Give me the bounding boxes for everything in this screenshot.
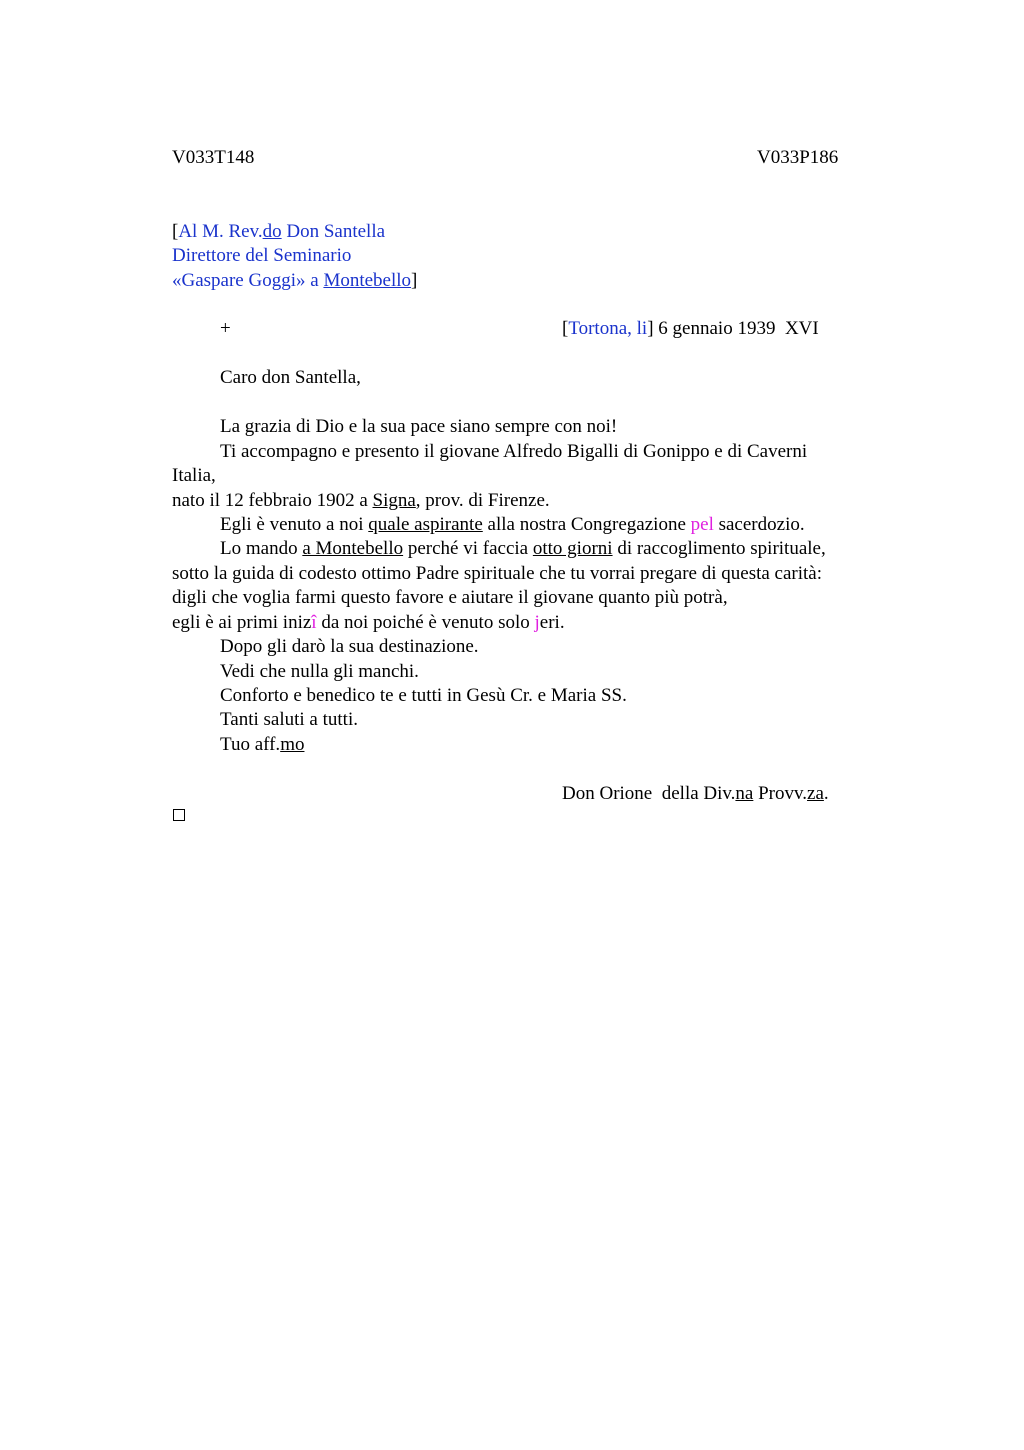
body-line: Ti accompagno e presento il giovane Alfredo Bigalli di Gonippo e di Caverni (220, 441, 808, 462)
text: Provv. (753, 783, 808, 804)
text: di raccoglimento spirituale, (612, 538, 826, 559)
body-line: Italia, (172, 465, 216, 486)
dateline-date: 6 gennaio 1939 XVI (653, 318, 819, 339)
abbrev-suffix: mo (280, 734, 305, 755)
dateline-place: Tortona, li (568, 318, 648, 339)
cross-symbol: + (220, 318, 231, 339)
body-line (220, 537, 826, 561)
address-recipient: Al M. Rev. (178, 221, 263, 242)
text: egli è ai primi iniz (172, 612, 312, 633)
address-place: Montebello (323, 270, 412, 291)
underlined-text: otto giorni (532, 538, 613, 559)
place-signa: Signa (372, 490, 416, 511)
text: da noi poiché è venuto solo (316, 612, 535, 633)
body-line: digli che voglia farmi questo favore e aiutare il giovane quanto più potrà, (172, 587, 728, 608)
underlined-text: a Montebello (302, 538, 404, 559)
body-line (172, 611, 565, 635)
bracket: ] (411, 270, 418, 291)
text: Egli è venuto a noi (220, 514, 369, 535)
body-line: La grazia di Dio e la sua pace siano sempre con noi! (220, 416, 618, 437)
body-line: Tanti saluti a tutti. (220, 709, 358, 730)
signature (562, 782, 829, 806)
address-line-1 (172, 220, 385, 244)
document-code-right: V033P186 (757, 147, 839, 168)
address-line-2: Direttore del Seminario (172, 245, 352, 266)
body-line (220, 513, 805, 537)
bracket: ] (647, 318, 654, 339)
address-seminary: «Gaspare Goggi» a (172, 270, 324, 291)
body-line: Vedi che nulla gli manchi. (220, 661, 419, 682)
body-line: sotto la guida di codesto ottimo Padre spirituale che tu vorrai pregare di questa carità: (172, 563, 823, 584)
document-code-left: V033T148 (172, 147, 255, 168)
variant-letter: j (534, 612, 540, 633)
variant-letter: î (311, 612, 317, 633)
bracket: [ (562, 318, 569, 339)
text: , prov. di Firenze. (415, 490, 550, 511)
address-recipient-name: Don Santella (281, 221, 386, 242)
text: eri. (539, 612, 565, 633)
abbrev-suffix: za (807, 783, 824, 804)
underlined-text: quale aspirante (368, 514, 483, 535)
end-square-icon (173, 809, 185, 821)
address-abbrev-suffix: do (262, 221, 282, 242)
body-line: Conforto e benedico te e tutti in Gesù Cr. e Maria SS. (220, 685, 627, 706)
greeting: Caro don Santella, (220, 367, 361, 388)
body-line (172, 489, 550, 513)
body-line: Dopo gli darò la sua destinazione. (220, 636, 479, 657)
bracket: [ (172, 221, 179, 242)
text: nato il 12 febbraio 1902 a (172, 490, 373, 511)
text: perché vi faccia (403, 538, 533, 559)
variant-word: pel (690, 514, 714, 535)
text: sacerdozio. (713, 514, 805, 535)
text: Lo mando (220, 538, 303, 559)
text: Tuo aff. (220, 734, 281, 755)
address-line-3 (172, 269, 417, 293)
abbrev-suffix: na (735, 783, 754, 804)
text: Don Orione della Div. (562, 783, 736, 804)
text: . (823, 783, 829, 804)
dateline (562, 317, 819, 341)
closing (220, 733, 304, 757)
text: alla nostra Congregazione (482, 514, 691, 535)
